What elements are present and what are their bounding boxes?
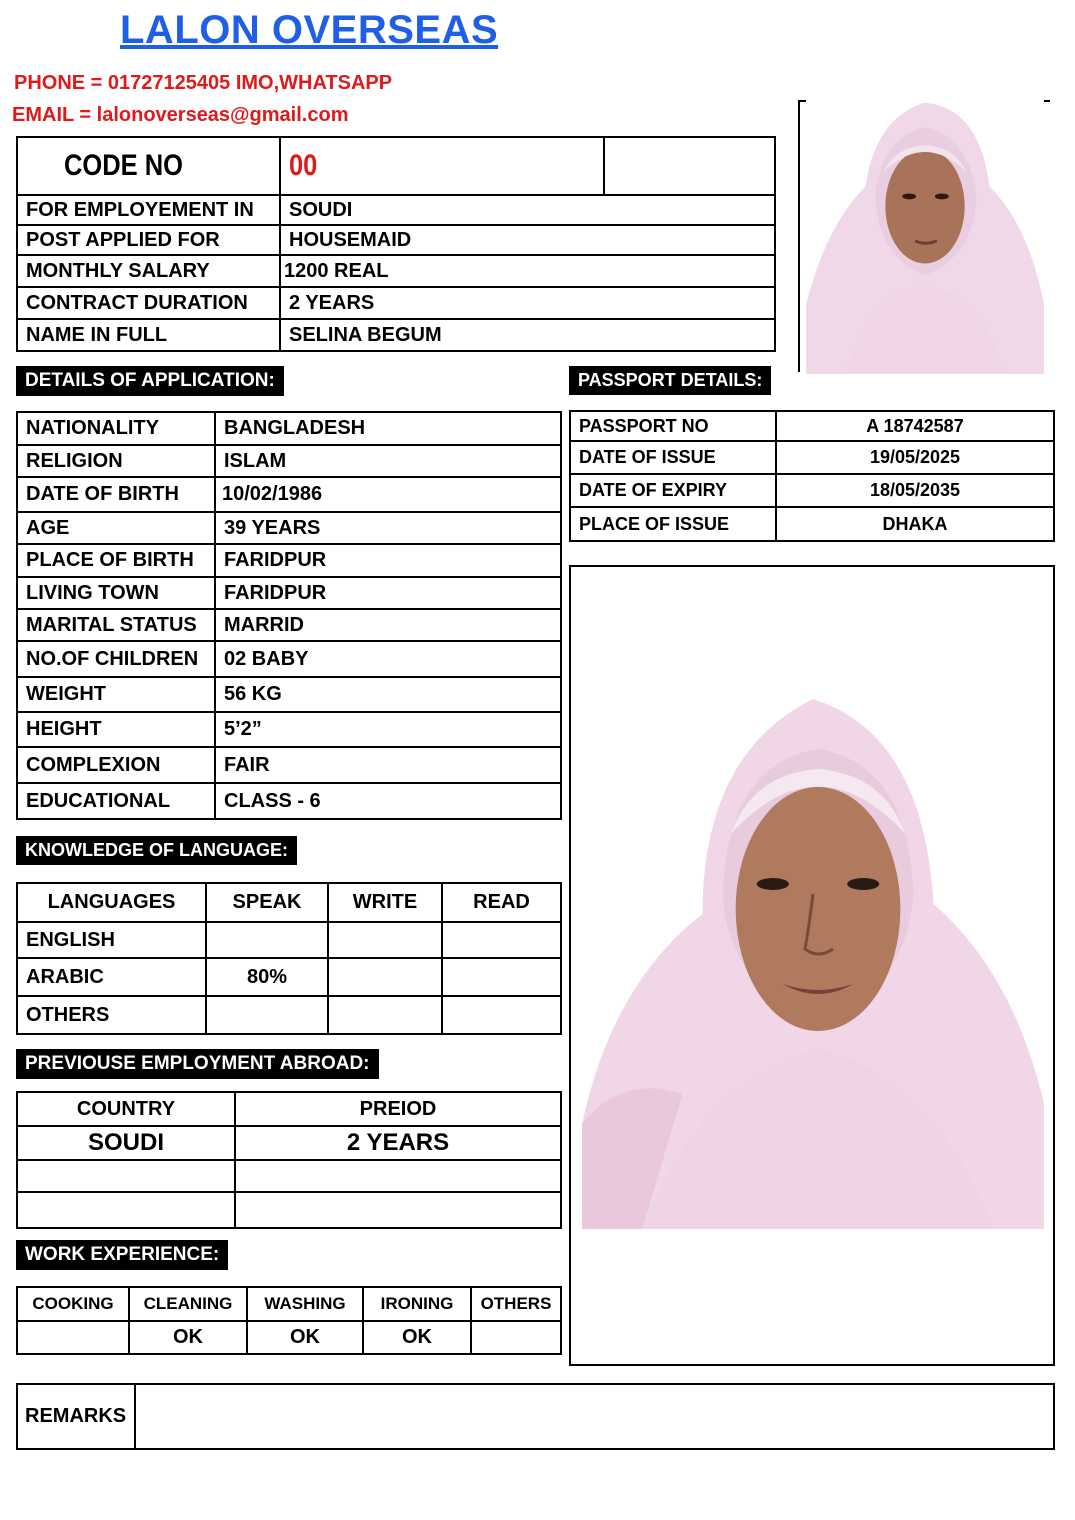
work-value: OK bbox=[247, 1321, 363, 1354]
info-row bbox=[17, 195, 775, 225]
email-line: EMAIL = lalonoverseas@gmail.com bbox=[12, 104, 349, 126]
small-portrait-photo bbox=[806, 78, 1044, 374]
passport-row bbox=[570, 507, 1054, 541]
language-speak: 80% bbox=[206, 958, 328, 996]
application-label: MARITAL STATUS bbox=[17, 609, 215, 641]
info-value: HOUSEMAID bbox=[280, 225, 775, 255]
application-row bbox=[17, 512, 561, 544]
employment-heading: PREVIOUSE EMPLOYMENT ABROAD: bbox=[16, 1049, 379, 1079]
work-column-header: COOKING bbox=[17, 1287, 129, 1321]
language-row bbox=[17, 958, 561, 996]
code-empty-cell bbox=[604, 137, 775, 195]
info-row bbox=[17, 319, 775, 351]
employment-period bbox=[235, 1160, 561, 1192]
passport-row bbox=[570, 411, 1054, 441]
application-label: RELIGION bbox=[17, 445, 215, 477]
language-column-header: WRITE bbox=[328, 883, 442, 922]
language-row bbox=[17, 922, 561, 958]
info-label: FOR EMPLOYEMENT IN bbox=[17, 195, 280, 225]
application-label: EDUCATIONAL bbox=[17, 783, 215, 819]
language-column-header: SPEAK bbox=[206, 883, 328, 922]
passport-label: DATE OF ISSUE bbox=[570, 441, 776, 474]
application-row bbox=[17, 712, 561, 747]
language-row bbox=[17, 996, 561, 1034]
application-row bbox=[17, 609, 561, 641]
application-value: 02 BABY bbox=[215, 641, 561, 677]
application-value: FAIR bbox=[215, 747, 561, 783]
info-row bbox=[17, 287, 775, 319]
info-label: MONTHLY SALARY bbox=[17, 255, 280, 287]
info-value: 2 YEARS bbox=[280, 287, 775, 319]
application-label: COMPLEXION bbox=[17, 747, 215, 783]
code-value: 00 bbox=[280, 137, 604, 195]
large-portrait-photo bbox=[582, 654, 1044, 1229]
application-value: 5’2” bbox=[215, 712, 561, 747]
info-label: POST APPLIED FOR bbox=[17, 225, 280, 255]
company-title: LALON OVERSEAS bbox=[120, 8, 499, 52]
work-column-header: CLEANING bbox=[129, 1287, 247, 1321]
employment-column-header: COUNTRY bbox=[17, 1092, 235, 1126]
application-value: FARIDPUR bbox=[215, 577, 561, 609]
employment-row bbox=[17, 1126, 561, 1160]
language-write bbox=[328, 958, 442, 996]
remarks-row bbox=[17, 1384, 1054, 1449]
application-heading: DETAILS OF APPLICATION: bbox=[16, 366, 284, 396]
passport-label: PLACE OF ISSUE bbox=[570, 507, 776, 541]
application-row bbox=[17, 445, 561, 477]
language-table bbox=[16, 882, 562, 1035]
language-speak bbox=[206, 996, 328, 1034]
passport-value: A 18742587 bbox=[776, 411, 1054, 441]
language-speak bbox=[206, 922, 328, 958]
info-value: SOUDI bbox=[280, 195, 775, 225]
passport-value: 19/05/2025 bbox=[776, 441, 1054, 474]
language-name: ENGLISH bbox=[17, 922, 206, 958]
passport-row bbox=[570, 441, 1054, 474]
application-value: MARRID bbox=[215, 609, 561, 641]
passport-heading: PASSPORT DETAILS: bbox=[569, 366, 771, 395]
language-column-header: LANGUAGES bbox=[17, 883, 206, 922]
code-label: CODE NO bbox=[17, 137, 280, 195]
work-header-row bbox=[17, 1287, 561, 1321]
work-value bbox=[17, 1321, 129, 1354]
passport-table bbox=[569, 410, 1055, 542]
application-value: 39 YEARS bbox=[215, 512, 561, 544]
employment-row bbox=[17, 1192, 561, 1228]
application-label: NATIONALITY bbox=[17, 412, 215, 445]
application-row bbox=[17, 677, 561, 712]
application-label: NO.OF CHILDREN bbox=[17, 641, 215, 677]
application-row bbox=[17, 747, 561, 783]
language-write bbox=[328, 922, 442, 958]
language-header-row bbox=[17, 883, 561, 922]
application-label: LIVING TOWN bbox=[17, 577, 215, 609]
application-label: AGE bbox=[17, 512, 215, 544]
info-value: SELINA BEGUM bbox=[280, 319, 775, 351]
language-name: OTHERS bbox=[17, 996, 206, 1034]
work-table bbox=[16, 1286, 562, 1355]
application-table bbox=[16, 411, 562, 820]
remarks-label: REMARKS bbox=[17, 1384, 135, 1449]
passport-label: PASSPORT NO bbox=[570, 411, 776, 441]
application-value: 56 KG bbox=[215, 677, 561, 712]
work-value-row bbox=[17, 1321, 561, 1354]
employment-column-header: PREIOD bbox=[235, 1092, 561, 1126]
info-label: NAME IN FULL bbox=[17, 319, 280, 351]
language-read bbox=[442, 922, 561, 958]
application-label: DATE OF BIRTH bbox=[17, 477, 215, 512]
application-row bbox=[17, 544, 561, 577]
application-label: WEIGHT bbox=[17, 677, 215, 712]
work-value bbox=[471, 1321, 561, 1354]
employment-row bbox=[17, 1160, 561, 1192]
remarks-table bbox=[16, 1383, 1055, 1450]
language-write bbox=[328, 996, 442, 1034]
language-heading: KNOWLEDGE OF LANGUAGE: bbox=[16, 836, 297, 865]
work-column-header: OTHERS bbox=[471, 1287, 561, 1321]
application-value: FARIDPUR bbox=[215, 544, 561, 577]
info-value: 1200 REAL bbox=[280, 255, 775, 287]
work-value: OK bbox=[129, 1321, 247, 1354]
application-label: HEIGHT bbox=[17, 712, 215, 747]
application-value: CLASS - 6 bbox=[215, 783, 561, 819]
employment-table bbox=[16, 1091, 562, 1229]
passport-value: DHAKA bbox=[776, 507, 1054, 541]
language-read bbox=[442, 996, 561, 1034]
info-label: CONTRACT DURATION bbox=[17, 287, 280, 319]
application-value: 10/02/1986 bbox=[215, 477, 561, 512]
application-value: BANGLADESH bbox=[215, 412, 561, 445]
work-column-header: IRONING bbox=[363, 1287, 471, 1321]
passport-value: 18/05/2035 bbox=[776, 474, 1054, 507]
work-column-header: WASHING bbox=[247, 1287, 363, 1321]
passport-row bbox=[570, 474, 1054, 507]
work-value: OK bbox=[363, 1321, 471, 1354]
application-row bbox=[17, 412, 561, 445]
top-info-table bbox=[16, 136, 776, 352]
application-row bbox=[17, 783, 561, 819]
remarks-value bbox=[135, 1384, 1054, 1449]
employment-country bbox=[17, 1192, 235, 1228]
employment-country bbox=[17, 1160, 235, 1192]
code-row bbox=[17, 137, 775, 195]
passport-label: DATE OF EXPIRY bbox=[570, 474, 776, 507]
employment-header-row bbox=[17, 1092, 561, 1126]
language-column-header: READ bbox=[442, 883, 561, 922]
employment-period bbox=[235, 1192, 561, 1228]
application-value: ISLAM bbox=[215, 445, 561, 477]
application-label: PLACE OF BIRTH bbox=[17, 544, 215, 577]
language-read bbox=[442, 958, 561, 996]
employment-period: 2 YEARS bbox=[235, 1126, 561, 1160]
language-name: ARABIC bbox=[17, 958, 206, 996]
info-row bbox=[17, 255, 775, 287]
work-heading: WORK EXPERIENCE: bbox=[16, 1240, 228, 1270]
info-row bbox=[17, 225, 775, 255]
application-row bbox=[17, 577, 561, 609]
application-row bbox=[17, 641, 561, 677]
employment-country: SOUDI bbox=[17, 1126, 235, 1160]
application-row bbox=[17, 477, 561, 512]
phone-line: PHONE = 01727125405 IMO,WHATSAPP bbox=[14, 72, 393, 94]
